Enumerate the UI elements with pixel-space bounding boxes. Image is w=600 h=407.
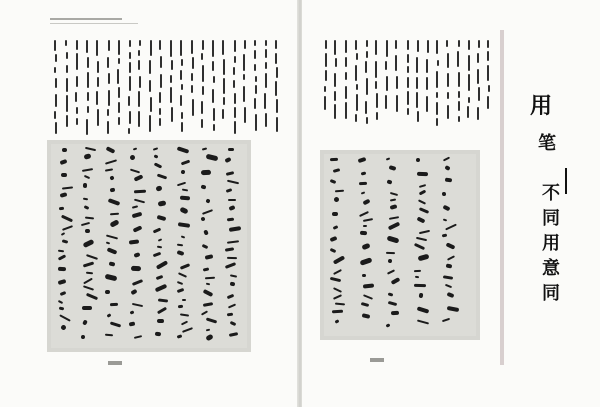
brush-stroke xyxy=(62,148,67,152)
brush-stroke xyxy=(201,170,211,175)
brush-stroke xyxy=(362,274,366,277)
title-char-2: 笔 xyxy=(538,133,556,154)
brush-stroke xyxy=(180,196,190,201)
running-head xyxy=(50,17,138,24)
brush-stroke xyxy=(332,310,343,314)
brush-stroke xyxy=(391,311,399,315)
brush-stroke xyxy=(228,148,234,151)
brush-stroke xyxy=(157,319,164,323)
brush-stroke xyxy=(363,225,367,227)
plate-caption-right xyxy=(370,358,384,362)
brush-stroke xyxy=(228,199,236,201)
article-title xyxy=(520,95,570,315)
brush-stroke xyxy=(85,229,90,233)
left-page xyxy=(0,0,298,407)
calligraphy-plate-right xyxy=(320,150,480,340)
title-char-3: 不 xyxy=(542,183,560,204)
title-char-6: 意 xyxy=(542,258,560,279)
calligraphy-plate-left xyxy=(47,140,251,352)
brush-stroke xyxy=(417,172,428,177)
title-dash xyxy=(565,168,567,194)
brush-stroke xyxy=(227,257,237,259)
brush-stroke xyxy=(82,306,92,310)
brush-stroke xyxy=(332,212,338,216)
brush-stroke xyxy=(359,182,367,185)
brush-stroke xyxy=(83,183,87,188)
plate-caption-left xyxy=(108,361,122,365)
brush-stroke xyxy=(61,173,67,177)
brush-stroke xyxy=(131,266,141,271)
title-char-1: 用 xyxy=(530,93,553,119)
brush-stroke xyxy=(58,267,66,271)
brush-stroke xyxy=(178,305,183,308)
title-char-7: 同 xyxy=(542,283,560,304)
brush-stroke xyxy=(105,290,110,294)
brush-stroke xyxy=(416,158,420,162)
brush-stroke xyxy=(110,303,118,306)
brush-stroke xyxy=(155,332,161,337)
brush-stroke xyxy=(330,158,338,162)
brush-stroke xyxy=(134,190,146,194)
brush-stroke xyxy=(360,231,367,235)
title-band xyxy=(500,30,504,365)
brush-stroke xyxy=(414,284,426,287)
brush-stroke xyxy=(182,299,186,301)
title-char-5: 用 xyxy=(542,233,560,254)
brush-stroke xyxy=(445,178,452,183)
brush-stroke xyxy=(386,252,395,254)
brush-stroke xyxy=(415,276,419,279)
title-char-4: 同 xyxy=(542,208,560,229)
